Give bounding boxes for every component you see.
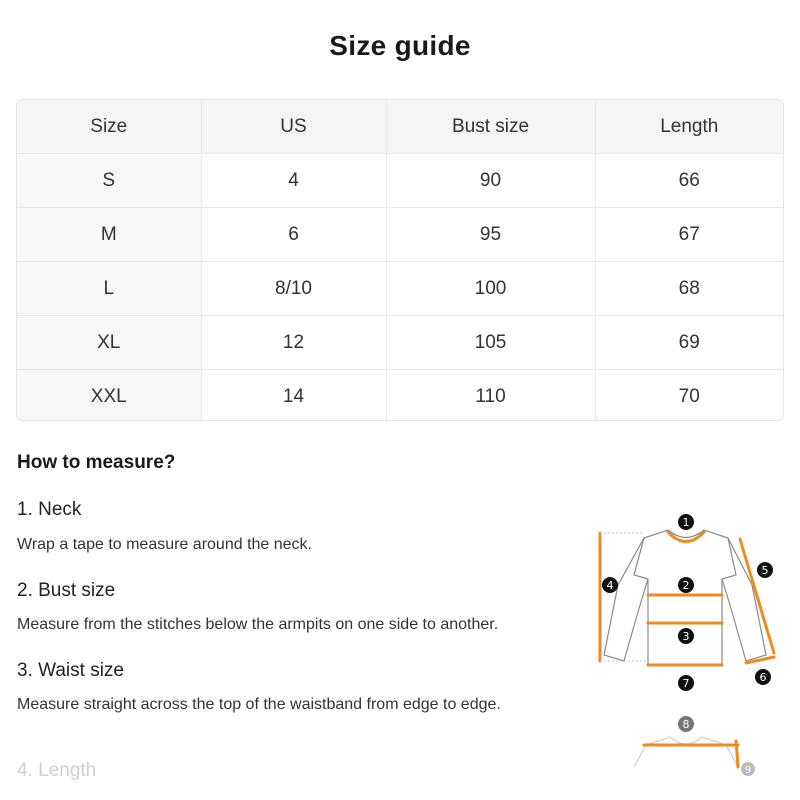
table-header-row [17, 100, 783, 154]
header-us: US [201, 100, 386, 154]
marker-7-icon [678, 675, 694, 691]
cell-length: 67 [595, 208, 783, 262]
step-bust-heading: 2. Bust size [17, 580, 116, 601]
marker-4-icon [602, 577, 618, 593]
marker-5-label: 5 [761, 564, 769, 577]
marker-9-label: 9 [744, 765, 752, 776]
header-size: Size [17, 100, 201, 154]
marker-9-icon [741, 762, 755, 776]
page-title: Size guide [329, 30, 471, 61]
cell-bust: 95 [386, 208, 595, 262]
table-row [17, 316, 783, 370]
cell-length: 66 [595, 154, 783, 208]
cell-us: 4 [201, 154, 386, 208]
step-length-heading: 4. Length [17, 760, 97, 781]
marker-6-icon [755, 669, 771, 685]
marker-8-icon [678, 716, 694, 732]
size-table [16, 99, 784, 421]
marker-2-icon [678, 577, 694, 593]
cell-bust: 100 [386, 262, 595, 316]
step-waist-heading: 3. Waist size [17, 660, 124, 681]
table-row [17, 262, 783, 316]
cell-size: XL [17, 316, 201, 370]
marker-1-icon [678, 514, 694, 530]
step-neck-heading: 1. Neck [17, 499, 82, 520]
cell-us: 8/10 [201, 262, 386, 316]
cell-length: 68 [595, 262, 783, 316]
cell-us: 14 [201, 370, 386, 422]
cell-bust: 90 [386, 154, 595, 208]
cell-length: 69 [595, 316, 783, 370]
step-bust-description: Measure from the stitches below the armpits on one side to another. [17, 616, 499, 633]
marker-3-label: 3 [682, 630, 690, 643]
measurement-diagram [588, 505, 788, 795]
table-row [17, 154, 783, 208]
cell-size: L [17, 262, 201, 316]
step-waist-description: Measure straight across the top of the waistband from edge to edge. [17, 696, 501, 713]
cell-size: XXL [17, 370, 201, 422]
marker-6-label: 6 [759, 671, 767, 684]
marker-2-label: 2 [682, 579, 690, 592]
marker-7-label: 7 [682, 677, 690, 690]
marker-8-label: 8 [682, 718, 690, 731]
cell-size: S [17, 154, 201, 208]
how-to-measure-heading: How to measure? [17, 452, 176, 473]
marker-3-icon [678, 628, 694, 644]
cell-us: 6 [201, 208, 386, 262]
marker-1-label: 1 [682, 516, 690, 529]
header-bust-size: Bust size [386, 100, 595, 154]
cell-size: M [17, 208, 201, 262]
cell-length: 70 [678, 385, 700, 407]
table-row [17, 208, 783, 262]
marker-5-icon [757, 562, 773, 578]
cell-us: 12 [201, 316, 386, 370]
header-length: Length [595, 100, 783, 154]
cell-bust: 110 [386, 370, 595, 422]
table-row [17, 370, 783, 422]
step-neck-description: Wrap a tape to measure around the neck. [17, 536, 312, 553]
cell-bust: 105 [386, 316, 595, 370]
marker-4-label: 4 [606, 579, 614, 592]
